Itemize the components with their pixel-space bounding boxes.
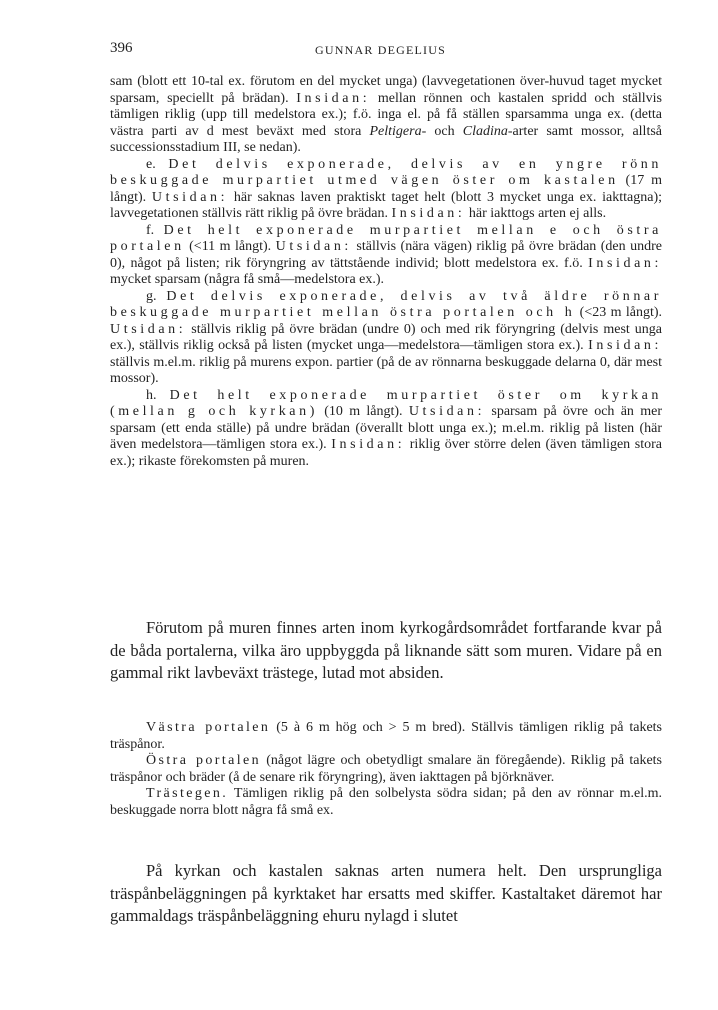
main-paragraph-1 <box>110 617 662 685</box>
insidan-label: Insidan: <box>588 338 662 353</box>
small-text-block-2 <box>110 720 662 819</box>
paragraph-continuation: sam (blott ett 10-tal ex. förutom en del mycket unga) (lavvegetationen över-huvud taget mycket sparsam, speciellt på brädan). Insidan: mellan rönnen och kastalen spridd och ställvis tämligen riklig (upp till medelstora ex.); f.ö. inga el. på få ställen sparsamma unga ex. (detta västra parti av d mest beväxt med stora Peltigera- och Cladina-arter samt mossor, alltså successionsstadium III, se nedan). <box>110 74 662 155</box>
section-e-label: e. <box>146 156 156 172</box>
insidan-label: Insidan: <box>391 206 466 221</box>
ostra-portalen-label: Östra portalen <box>146 753 262 768</box>
main-paragraph-1-text: Förutom på muren finnes arten inom kyrkogårdsområdet fortfarande kvar på de båda portalerna, vilka äro uppbyggda på liknande sätt som muren. Vidare på en gammal rikt lavbeväxt trästege, lutad mot absiden. <box>110 618 662 682</box>
page-header <box>110 38 662 60</box>
section-e-heading: Det delvis exponerade, delvis av en yngre rönn beskuggade murpartiet utmed vägen öster om kastalen <box>110 156 662 188</box>
insidan-label: Insidan: <box>296 90 371 106</box>
page-number: 396 <box>110 40 133 56</box>
section-f: f. Det helt exponerade murpartiet mellan e och östra portalen (<11 m långt). Utsidan: ställvis (nära vägen) riklig på övre brädan (den undre 0), något på listen; rik föryngring av tättstående individ; blott medelstora ex. f.ö. Insidan: mycket sparsam (några få små—medelstora ex.). <box>110 222 662 287</box>
section-g-label: g. <box>146 288 157 304</box>
small-text-block <box>110 74 662 470</box>
insidan-label: Insidan: <box>331 437 406 452</box>
section-f-label: f. <box>146 222 155 238</box>
main-paragraph-2-text: På kyrkan och kastalen saknas arten numera helt. Den ursprungliga träspånbeläggningen på kyrktaket har ersatts med skiffer. Kastaltaket däremot har gammaldags träspånbeläggning ehuru nylagd i slutet <box>110 861 662 925</box>
section-h: h. Det helt exponerade murpartiet öster om kyrkan (mellan g och kyrkan) (10 m långt). Utsidan: sparsam på övre och än mer sparsam (ett enda ställe) på undre brädan (överallt blott unga ex.); m.el.m. riklig på listen (här även medelstora—tämligen stora ex.). Insidan: riklig över större delen (även tämligen stora ex.); rikaste förekomsten på muren. <box>110 387 662 469</box>
trastegen-entry: Trästegen. Tämligen riklig på den solbelysta södra sidan; på den av rönnar m.el.m. beskuggade norra blott några få små ex. <box>110 786 662 818</box>
section-f-heading: Det helt exponerade murpartiet mellan e och östra portalen <box>110 222 662 254</box>
vastra-portalen-entry: Västra portalen (5 à 6 m hög och > 5 m bred). Ställvis tämligen riklig på takets träspånor. <box>110 720 662 752</box>
utsidan-label: Utsidan: <box>408 404 486 419</box>
main-paragraph-2 <box>110 860 662 928</box>
section-h-heading: Det helt exponerade murpartiet öster om kyrkan (mellan g och kyrkan) <box>110 387 662 419</box>
section-g-heading: Det delvis exponerade, delvis av två äldre rönnar beskuggade murpartiet mellan östra portalen och h <box>110 288 663 320</box>
ostra-portalen-entry: Östra portalen (något lägre och obetydligt smalare än föregående). Riklig på takets träspånor och bräder (å de senare rik föryngring), även iakttagen på björknäver. <box>110 753 662 785</box>
utsidan-label: Utsidan: <box>151 189 229 205</box>
genus-cladina: Cladina <box>462 123 508 139</box>
section-e: e. Det delvis exponerade, delvis av en yngre rönn beskuggade murpartiet utmed vägen öster om kastalen (17 m långt). Utsidan: här saknas laven praktiskt taget helt (blott 3 mycket unga ex. iakttagna); lavvegetationen ställvis rätt riklig på övre brädan. Insidan: här iakttogs arten ej alls. <box>110 156 662 221</box>
utsidan-label: Utsidan: <box>110 321 187 337</box>
utsidan-label: Utsidan: <box>275 239 352 254</box>
running-head: GUNNAR DEGELIUS <box>315 43 446 57</box>
section-g: g. Det delvis exponerade, delvis av två äldre rönnar beskuggade murpartiet mellan östra portalen och h (<23 m långt). Utsidan: ställvis riklig på övre brädan (undre 0) och med rik föryngring (delvis mest unga ex.), ställvis riklig också på listen (mycket unga—medelstora—tämligen stora ex.). Insidan: ställvis m.el.m. riklig på murens expon. partier (på de av rönnarna beskuggade delarna 0, där mest mossor). <box>110 288 663 386</box>
section-h-label: h. <box>146 387 157 403</box>
insidan-label: Insidan: <box>588 255 662 271</box>
genus-peltigera: Peltigera- <box>369 123 427 139</box>
vastra-portalen-label: Västra portalen <box>146 720 271 735</box>
trastegen-label: Trästegen. <box>146 786 229 801</box>
